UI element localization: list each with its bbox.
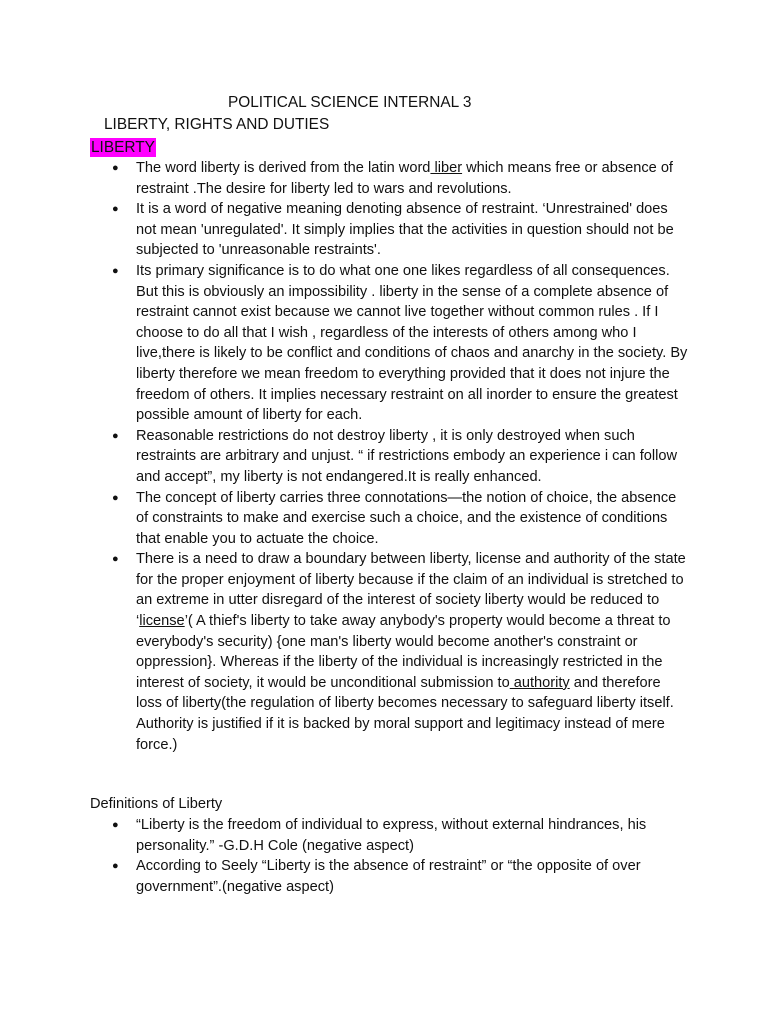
bullet-icon: ● (112, 429, 119, 442)
bullet-icon: ● (112, 553, 119, 566)
bullet-icon: ● (112, 264, 119, 277)
bullet-text: It is a word of negative meaning denoting absence of restraint. ‘Unrestrained' does not mean 'unregulated'. It simply implies that the activities in question should not be subjected to 'unreasonable restraints'. (136, 201, 674, 259)
list-item (90, 158, 690, 199)
document-subtitle: LIBERTY, RIGHTS AND DUTIES (104, 116, 330, 133)
document-title: POLITICAL SCIENCE INTERNAL 3 (228, 94, 472, 111)
underlined-term: liber (430, 160, 463, 176)
bullet-icon: ● (112, 491, 119, 504)
list-item (90, 488, 690, 550)
bullet-icon: ● (112, 162, 119, 174)
bullet-text: Its primary significance is to do what one one likes regardless of all consequences. But this is obviously an impossibility . liberty in the sense of a complete absence of restraint cannot exist because we cannot live together without common rules . If I choose to do all that I wish , regardless of the interests of others among who I live,there is likely to be conflict and conditions of chaos and anarchy in the society. By liberty therefore we mean freedom to everything provided that it does not injure the freedom of others. It implies necessary restraint on all inorder to ensure the greatest possible amount of liberty for each. (136, 262, 688, 424)
bullet-text: There is a need to draw a boundary between liberty, license and authority of the state for the proper enjoyment of liberty because if the claim of an individual is stretched to an extreme in utter disregard of the interest of society liberty would be reduced to ‘license’( A thief's liberty to take away anybody's property would become a threat to everybody's security) {one man's liberty would become another's constraint or oppression}. Whereas if the liberty of the individual is increasingly restricted in the interest of society, it would be unconditional submission to authority and therefore loss of liberty(the regulation of liberty becomes necessary to safeguard liberty itself. Authority is justified if it is backed by moral support and legitimacy instead of mere force.) (136, 551, 686, 753)
list-item (90, 426, 690, 488)
bullet-text: The word liberty is derived from the latin word liber which means free or absence of restraint .The desire for liberty led to wars and revolutions. (136, 160, 673, 197)
definitions-bullet-list (90, 815, 690, 897)
section-heading-liberty: LIBERTY (91, 139, 155, 156)
list-item (90, 261, 690, 426)
list-item (90, 549, 690, 755)
list-item (90, 856, 690, 897)
bullet-icon: ● (112, 819, 119, 831)
underlined-term: license (139, 613, 185, 630)
definition-text: “Liberty is the freedom of individual to express, without external hindrances, his personality.” -G.D.H Cole (negative aspect) (136, 817, 647, 854)
bullet-icon: ● (112, 203, 119, 216)
definitions-heading: Definitions of Liberty (90, 796, 223, 812)
list-item (90, 815, 690, 856)
liberty-bullet-list (90, 158, 690, 755)
list-item (90, 199, 690, 261)
bullet-icon: ● (112, 860, 119, 873)
bullet-text: Reasonable restrictions do not destroy liberty , it is only destroyed when such restraints are arbitrary and unjust. “ if restrictions embody an experience i can follow and accept”, my liberty is not endangered.It is really enhanced. (136, 427, 678, 485)
bullet-text: The concept of liberty carries three connotations—the notion of choice, the absence of constraints to make and exercise such a choice, and the existence of conditions that enable you to actuate the choice. (136, 489, 677, 547)
definition-text: According to Seely “Liberty is the absence of restraint” or “the opposite of over government”.(negative aspect) (136, 858, 641, 895)
underlined-term: authority (509, 674, 570, 691)
